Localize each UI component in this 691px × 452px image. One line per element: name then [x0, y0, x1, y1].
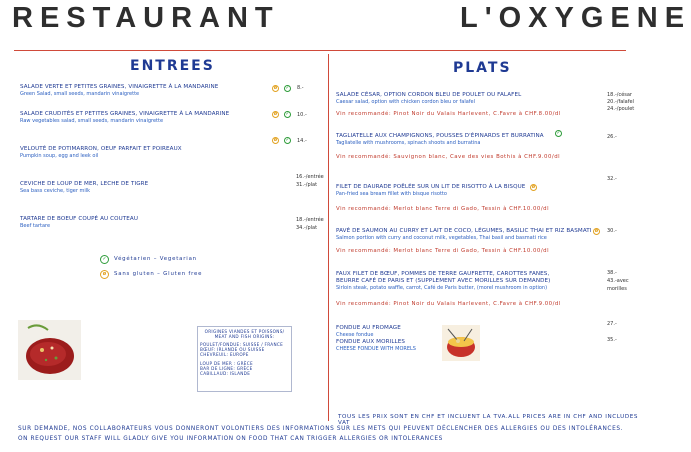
gluten-free-icon: ø [531, 184, 536, 190]
list-item [336, 184, 536, 198]
vegetarian-icon: ✓ [285, 137, 290, 143]
list-item [20, 146, 270, 160]
dish-price: 14.- [297, 138, 307, 144]
dish-price: 26.- [607, 134, 617, 140]
origins-line: CHEVREUIL: EUROPE [200, 352, 249, 357]
dish-name-line2: BEURRE CAFÉ DE PARIS ET (SUPPLEMENT AVEC MORILLES SUR DEMANDE) [336, 278, 551, 284]
dish-price: 10.- [297, 112, 307, 118]
dish-name: PAVÉ DE SAUMON AU CURRY ET LAIT DE COCO, LÉGUMES, BASILIC THAI ET RIZ BASMATI [336, 228, 592, 234]
dish-price: 8.- [297, 85, 304, 91]
legend-gluten-free: Sans gluten – Gluten free [114, 271, 203, 277]
wine-recommendation: Vin recommandé: Pinot Noir du Valais Harlevent, C.Favre à CHF.9.00/dl [336, 301, 561, 307]
allergy-note-en: ON REQUEST OUR STAFF WILL GLADLY GIVE YOU INFORMATION ON FOOD THAT CAN TRIGGER ALLERGIES OR INTOLERANCES [18, 436, 443, 442]
origins-line: BAR DE LIGNE: GRÈCE [200, 366, 253, 371]
dish-name: CEVICHE DE LOUP DE MER, LECHE DE TIGRE [20, 181, 149, 187]
dish-price: 38.- [607, 270, 617, 276]
plats-title: PLATS [453, 60, 512, 76]
origins-line: LOUP DE MER : GRÈCE [200, 361, 253, 366]
gluten-free-icon: ø [594, 228, 599, 234]
vegetarian-icon: ✓ [100, 255, 109, 264]
dish-translation: Sea bass ceviche, tiger milk [20, 188, 91, 194]
legend-vegetarian: Végétarien – Vegetarian [114, 256, 197, 262]
dish-price: 20.-/falafel [607, 99, 634, 105]
dish-price: 43.-avec [607, 278, 629, 284]
meat-origins-box [197, 326, 292, 392]
dish-price-plat: 31.-/plat [296, 182, 318, 188]
entrees-title: ENTREES [130, 58, 215, 74]
origins-title: ORIGINES VIANDES ET POISSONS/ MEAT AND FISH ORIGINS: [204, 329, 285, 339]
gluten-free-icon: ø [273, 85, 278, 91]
wine-recommendation: Vin recommandé: Pinot Noir du Valais Harlevent, C.Favre à CHF.8.00/dl [336, 111, 561, 117]
dish-translation: Salmon portion with curry and coconut milk, vegetables, Thai basil and basmati rice [336, 235, 547, 241]
dish-translation: Green Salad, small seeds, mandarin vinaigrette [20, 91, 140, 97]
dish-name: TARTARE DE BOEUF COUPÉ AU COUTEAU [20, 216, 139, 222]
dish-translation: Caesar salad, option with chicken cordon bleu or falafel [336, 99, 475, 105]
dish-name: VELOUTÉ DE POTIMARRON, OEUF PARFAIT ET POIREAUX [20, 146, 182, 152]
dish-translation: Beef tartare [20, 223, 51, 229]
origins-line: CABILLAUD: ISLANDE [200, 371, 251, 376]
dish-name: TAGLIATELLE AUX CHAMPIGNONS, POUSSES D'ÉPINARDS ET BURRATINA [336, 133, 544, 139]
beef-tartare-photo [18, 320, 81, 380]
dish-translation: Tagliatelle with mushrooms, spinach shoots and burratina [336, 140, 481, 146]
vegetarian-icon: ✓ [556, 130, 561, 136]
origins-line: POULET/FONDUE: SUISSE / FRANCE [200, 342, 284, 347]
dish-price-entree: 16.-/entrée [296, 174, 324, 180]
wine-recommendation: Vin recommandé: Sauvignon blanc, Cave des vies Bothis à CHF.9.00/dl [336, 154, 561, 160]
dish-price: 35.- [607, 337, 617, 343]
dish-name: SALADE CÉSAR, OPTION CORDON BLEU DE POULET OU FALAFEL [336, 92, 522, 98]
dish-price: morilles [607, 286, 627, 292]
dish-price: 18.-/césar [607, 92, 632, 98]
vegetarian-icon: ✓ [285, 111, 290, 117]
dish-translation: Cheese fondue [336, 332, 374, 338]
dish-translation: Pan-fried sea bream fillet with bisque risotto [336, 191, 447, 197]
dish-name: SALADE CRUDITÉS ET PETITES GRAINES, VINAIGRETTE À LA MANDARINE [20, 111, 230, 117]
dish-price: 27.- [607, 321, 617, 327]
dish-translation: Pumpkin soup, egg and leek oil [20, 153, 99, 159]
dish-name: FONDUE AUX MORILLES [336, 339, 406, 345]
dish-name: SALADE VERTE ET PETITES GRAINES, VINAIGRETTE À LA MANDARINE [20, 84, 219, 90]
wine-recommendation: Vin recommandé: Merlot blanc Terre di Gado, Tessin à CHF.10.00/dl [336, 206, 550, 212]
gluten-free-icon: ø [273, 111, 278, 117]
dish-translation: CHEESE FONDUE WITH MORELS [336, 346, 416, 352]
vegetarian-icon: ✓ [285, 85, 290, 91]
list-item [20, 111, 270, 125]
list-item [336, 228, 598, 242]
gluten-free-icon: ø [100, 270, 109, 279]
dish-translation: Raw vegetables salad, small seeds, mandarin vinaigrette [20, 118, 164, 124]
dish-name: FAUX FILET DE BŒUF, POMMES DE TERRE GAUFRETTE, CAROTTES FANES, [336, 271, 550, 277]
dish-price: 32.- [607, 176, 617, 182]
dish-price-entree: 18.-/entrée [296, 217, 324, 223]
dish-price-plat: 34.-/plat [296, 225, 318, 231]
dish-price: 30.- [607, 228, 617, 234]
restaurant-name: L'OXYGENE [460, 2, 691, 34]
dish-name: FILET DE DAURADE POÊLÉE SUR UN LIT DE RISOTTO À LA BISQUE [336, 184, 526, 190]
fondue-section [336, 325, 436, 353]
dish-translation: Sirloin steak, potato waffle, carrot, Café de Paris butter, (morel mushroom in option) [336, 285, 548, 291]
list-item [20, 216, 270, 230]
dish-name: FONDUE AU FROMAGE [336, 325, 401, 331]
restaurant-title: RESTAURANT [12, 2, 280, 34]
dish-price: 24.-/poulet [607, 106, 635, 112]
wine-recommendation: Vin recommandé: Merlot blanc Terre di Gado, Tessin à CHF.10.00/dl [336, 248, 550, 254]
list-item [20, 84, 270, 98]
allergy-note-fr: SUR DEMANDE, NOS COLLABORATEURS VOUS DONNERONT VOLONTIERS DES INFORMATIONS SUR LES METS QUI PEUVENT DÉCLENCHER DES ALLERGIES OU DES INTOLÉRANCES. [18, 426, 624, 432]
list-item [336, 92, 596, 106]
header-divider [14, 50, 626, 51]
column-divider [328, 54, 329, 421]
fondue-photo [442, 325, 480, 361]
origins-line: BŒUF: IRLANDE OU SUISSE [200, 347, 265, 352]
list-item [336, 133, 556, 147]
list-item [20, 181, 270, 195]
vat-note: TOUS LES PRIX SONT EN CHF ET INCLUENT LA TVA.ALL PRICES ARE IN CHF AND INCLUDES VAT [338, 414, 639, 426]
gluten-free-icon: ø [273, 137, 278, 143]
list-item [336, 271, 598, 292]
